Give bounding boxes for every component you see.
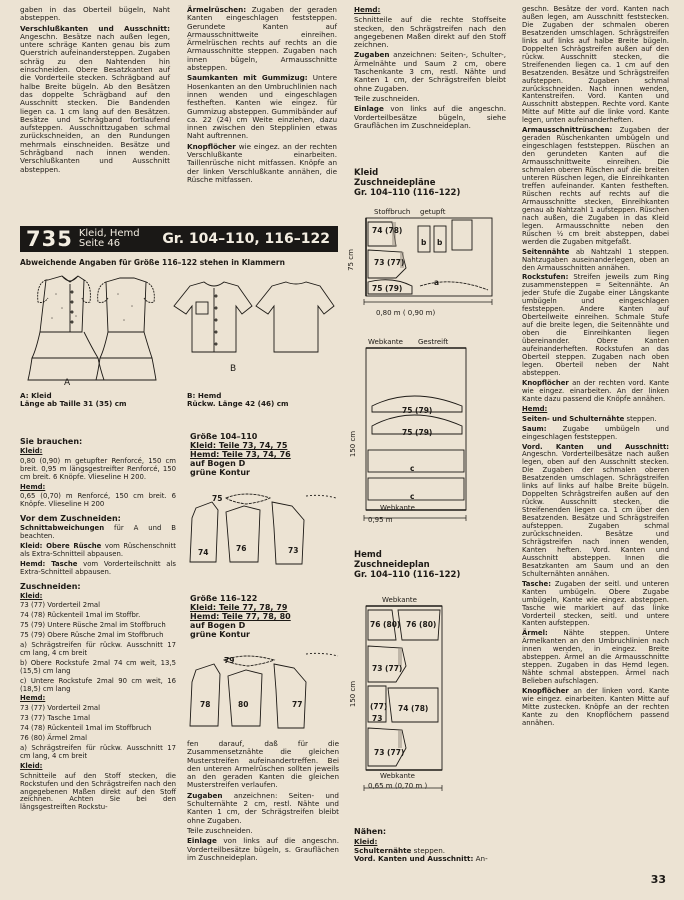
- plan-kleid-title: [354, 168, 460, 198]
- paragraph: [20, 773, 176, 813]
- para-text: Nähte steppen. Untere Ärmelkanten an den Umbruchlinien nach innen wenden, in eingez. Breite absteppen. Ärmel an die Armausschnitte steppen. Zugaben in das Hemd legen. Nähte schmal absteppen. Ärmel nach Belieben aufschlagen.: [522, 629, 669, 686]
- pattern-name: Kleid, Hemd: [78, 228, 140, 239]
- pattern-name-block: [79, 229, 140, 249]
- paragraph: [20, 632, 176, 640]
- piece-label: 80: [238, 700, 249, 709]
- plan-kleid-title-1: Kleid: [354, 168, 379, 178]
- para-text: a) Schrägstreifen für rückw. Ausschnitt 17 cm lang, 4 cm breit: [20, 641, 176, 657]
- section-heading: Vor dem Zuschneiden:: [20, 514, 121, 524]
- plan-streifen-webkante: Webkante: [368, 338, 403, 346]
- plan-hemd-length: 150 cm: [349, 680, 358, 708]
- size-large-bogen: auf Bogen D: [190, 621, 246, 630]
- para-lead: Knopflöcher: [522, 687, 569, 696]
- subsection-heading: Hemd:: [20, 694, 46, 703]
- para-text: Zugaben der seitl. und unteren Kanten umbügeln. Obere Zugabe umbügeln, Kante wie eingez. absteppen. Tasche wie markiert auf das linke Vorderteil stecken, seitl. und untere Kanten aufsteppen.: [522, 579, 669, 628]
- plan-kleid-title-3: Gr. 104–110 (116–122): [354, 188, 461, 198]
- pattern-sizes: Gr. 104–110, 116–122: [162, 231, 330, 247]
- paragraph: [20, 735, 176, 743]
- para: An-: [473, 853, 488, 863]
- plan-hemd-webkante-2: Webkante: [380, 772, 415, 780]
- para-text: 0,80 (0,90) m getupfter Renforcé, 150 cm breit. 0,95 m längsgestreifter Renforcé, 150 cm breit. 6 Knöpfe. Vlieseline H 200.: [20, 456, 176, 481]
- para-text: b) Obere Rockstufe 2mal 74 cm weit, 13,5 (15,5) cm lang: [20, 658, 176, 675]
- piece-label: 75 (79): [402, 428, 433, 437]
- para: von links auf die angeschn. Vorderteilbesätze bügeln, s. Grauflächen im Zuschneideplan.: [187, 836, 339, 862]
- naehen-title: Nähen:: [354, 827, 387, 836]
- piece-label: 78: [200, 700, 211, 709]
- shirt-illustration: [168, 280, 343, 360]
- piece-label: 73 (77): [374, 258, 405, 267]
- para-text: Angeschn. Vorderteilbesätze nach außen legen, oben auf den Ausschnitt stecken. Die Zugaben der schmalen oberen Besatzenden umschlagen. Schrägstreifen links auf links auf halbe Breite bügeln. Doppelten Schrägstreifen außen auf den rückw. Ausschnitt stecken, die Streifenenden liegen ca. 1 cm über den Besatzenden. Besätze und Schrägstreifen aufsteppen. Zugaben schmal zurückschneiden. Besätze und Schrägstreifen nach innen wenden, Kanten heften. Vord. Kanten und Ausschnitt absteppen. Innen die Besatzkanten am Saum und an den Schulternähten annähen.: [522, 450, 669, 578]
- naehen-kleid: Kleid:: [354, 837, 378, 847]
- section-heading: Sie brauchen:: [20, 437, 83, 446]
- subsection-heading: Hemd:: [522, 404, 548, 413]
- para: steppen.: [411, 845, 446, 855]
- para-lead: Rockstufen:: [522, 273, 569, 282]
- para-lead: Vord. Kanten und Ausschnitt:: [354, 853, 474, 863]
- paragraph: [522, 6, 669, 125]
- paragraph: [522, 416, 669, 424]
- piece-label: 75: [212, 494, 223, 503]
- paragraph: [20, 725, 176, 733]
- size-large-hemd: Hemd: Teile 77, 78, 80: [190, 612, 291, 621]
- plan-hemd-title-3: Gr. 104–110 (116–122): [354, 570, 461, 580]
- para-text: 73 (77) Tasche 1mal: [20, 714, 90, 723]
- para-text: vom Rüschenschnitt als Extra-Schnitteil abpausen.: [20, 541, 176, 558]
- para: Untere Hosenkanten an den Umbruchlinien nach innen wenden und eingeschlagen festheften. Kanten wie eingez. für Gummizug absteppen. Gummibänder auf ca. 22 (24) cm Weite einziehen, dazu innen zwischen den Stepplinien etwas Naht auftrennen.: [187, 73, 338, 141]
- paragraph: [522, 406, 669, 414]
- section-heading: Zuschneiden:: [20, 581, 81, 591]
- pattern-page-ref: Seite 46: [78, 238, 121, 249]
- fig-b-caption: [187, 392, 327, 409]
- para-lead: Zugaben: [354, 50, 390, 60]
- paragraph: [20, 525, 176, 541]
- paragraph: [20, 493, 176, 509]
- paragraph: [20, 660, 176, 676]
- size-small-title: Größe 104–110: [190, 432, 258, 441]
- paragraph: [20, 745, 176, 761]
- subsection-heading: Kleid:: [20, 591, 43, 600]
- plan-streifen-gestreift: Gestreift: [418, 338, 449, 346]
- paragraph: [20, 763, 176, 771]
- paragraph: [20, 484, 176, 492]
- subsection-heading: Kleid:: [20, 761, 43, 770]
- para-lead: Tasche:: [522, 579, 551, 588]
- paragraph: [20, 612, 176, 620]
- piece-label: b: [421, 238, 427, 247]
- plan-hemd-diagram: [362, 604, 462, 790]
- page-number: 33: [650, 873, 666, 886]
- para: Schnitteile auf die rechte Stoffseite stecken, den Schrägstreifen nach den angegebenen Maßen direkt auf den Stoff zeichnen.: [354, 15, 506, 50]
- para-text: für A und B beachten.: [20, 524, 176, 541]
- para-text: 74 (78) Rückenteil 1mal im Stoffbruch: [20, 724, 152, 733]
- size-large-kleid: Kleid: Teile 77, 78, 79: [190, 603, 288, 612]
- para: Angeschn. Besätze nach außen legen, untere schräge Kanten genau bis zum Querstrich aufeinandersteppen. Zugaben schräg zu den Nahtenden hin einschneiden. Obere Besatzkanten auf die Vorderteile stecken. Schrägband auf halbe Breite bügeln. Ab den Besätzen das doppelte Schrägband auf den Ausschnitt stecken. Die Bandenden liegen ca. 1 cm lang auf den Besätzen. Besätze und Schrägband fortlaufend aufsteppen. Ausschnittzugaben schmal zurückschneiden, an den Rundungen mehrmals einschneiden. Besätze und Schrägband nach innen wenden. Verschlußkanten und Ausschnitt absteppen.: [20, 31, 170, 174]
- para: anzeichnen: Seiten- und Schulternähte 2 cm, restl. Nähte und Kanten 1 cm, der Schrägstreifen bleibt ohne Zugaben.: [187, 790, 339, 825]
- naehen-block: [354, 828, 506, 863]
- para-text: steppen.: [624, 414, 657, 423]
- para-lead: Saumkanten mit Gummizug:: [187, 73, 308, 83]
- materials-and-cutting-text: [20, 432, 176, 814]
- para-text: ab Nahtzahl 1 steppen. Nahtzugaben auseinanderlegen, oben an den Armausschnitten annähen.: [522, 247, 669, 272]
- paragraph: [522, 630, 669, 686]
- plan-kleid-stoffbruch: Stoffbruch: [374, 208, 411, 216]
- para-text: Zugabe umbügeln und eingeschlagen feststeppen.: [522, 424, 669, 441]
- col4-text: [522, 6, 669, 730]
- para-text: an der linken vord. Kante wie eingez. einarbeiten. Kanten Mitte auf Mitte zustecken. Knöpfe an der rechten Kante zu den Knopflöchern passend annähen.: [522, 687, 669, 727]
- col1-top-text: [20, 6, 170, 176]
- paragraph: [20, 695, 176, 703]
- piece-label: 73: [372, 714, 383, 723]
- size-note: Abweichende Angaben für Größe 116–122 stehen in Klammern: [20, 258, 285, 267]
- para-lead: Seiten- und Schulternähte: [522, 414, 625, 423]
- plan-hemd-webkante: Webkante: [382, 596, 417, 604]
- para-text: 75 (79) Obere Rüsche 2mal im Stoffbruch: [20, 631, 164, 640]
- size-large-title: Größe 116–122: [190, 594, 258, 603]
- col3-top-text: [354, 6, 506, 132]
- para-lead: Kleid: Obere Rüsche: [20, 541, 102, 550]
- piece-label: 73 (77): [374, 748, 405, 757]
- plan-streifen-webkante-2: Webkante: [380, 504, 415, 512]
- size-small-bogen: auf Bogen D: [190, 459, 246, 468]
- subsection-heading: Kleid:: [20, 446, 43, 455]
- paragraph: [20, 593, 176, 601]
- para-text: vom Vorderteilschnitt als Extra-Schnitteil abpausen.: [20, 559, 176, 576]
- para-text: 76 (80) Ärmel 2mal: [20, 734, 88, 743]
- para-lead: Armausschnittrüschen:: [522, 126, 613, 135]
- plan-kleid-getupft: getupft: [420, 208, 446, 216]
- para-lead: Knopflöcher: [187, 141, 236, 151]
- piece-label: c: [410, 492, 415, 501]
- para-lead: Hemd: Tasche: [20, 559, 78, 568]
- piece-label: c: [410, 464, 415, 473]
- para-text: c) Untere Rockstufe 2mal 90 cm weit, 16 (18,5) cm lang: [20, 676, 176, 693]
- para-text: an der rechten vord. Kante wie eingez. einarbeiten. An der linken Kante dazu passend die Knöpfe annähen.: [522, 378, 669, 403]
- fig-a-letter: A: [64, 378, 71, 388]
- piece-label: 74: [198, 548, 209, 557]
- fig-b-caption-bold: B: Hemd: [187, 391, 222, 400]
- para-text: 73 (77) Vorderteil 2mal: [20, 704, 101, 713]
- para: Zugaben der geraden Kanten eingeschlagen feststeppen. Gerundete Kanten auf Armausschnittweite einreihen. Ärmelrüschen rechts auf rechts an die Armausschnitte steppen. Zugaben nach innen bügeln, Armausschnitte absteppen.: [187, 5, 337, 73]
- piece-label: 76 (80): [406, 620, 437, 629]
- plan-hemd-title: [354, 550, 460, 580]
- subsection-heading: Hemd:: [20, 482, 46, 491]
- para-lead: Einlage: [187, 836, 217, 846]
- para-lead: Hemd:: [354, 5, 381, 14]
- para-lead: Verschlußkanten und Ausschnitt:: [20, 23, 170, 33]
- para: Teile zuschneiden.: [354, 93, 420, 103]
- para: wie eingez. an der rechten Verschlußkante einarbeiten. Taillenrüsche nicht mitfassen. Knöpfe an der linken Verschlußkante annähen, die Rüsche mitfassen.: [187, 141, 337, 184]
- fig-b-letter: B: [230, 364, 237, 374]
- para-lead: Ärmelrüschen:: [187, 5, 247, 14]
- fig-b-caption-len: Rückw. Länge 42 (46) cm: [187, 399, 289, 409]
- paragraph: [20, 678, 176, 694]
- paragraph: [20, 622, 176, 630]
- plan-hemd-title-2: Zuschneideplan: [354, 560, 430, 570]
- piece-label: 75 (79): [402, 406, 433, 415]
- plan-kleid-title-2: Zuschneidepläne: [354, 178, 436, 188]
- paragraph: [522, 444, 669, 579]
- paragraph: [20, 705, 176, 713]
- plan-hemd-width: 0,65 m (0,70 m ): [368, 782, 428, 790]
- plan-kleid-width: 0,80 m ( 0,90 m): [376, 309, 436, 317]
- paragraph: [20, 602, 176, 610]
- piece-label: 74 (78): [372, 226, 403, 235]
- fig-a-caption-len: Länge ab Taille 31 (35) cm: [20, 399, 127, 409]
- para-lead: Zugaben: [187, 790, 223, 800]
- piece-label: 76: [236, 544, 247, 553]
- para-text: 0,65 (0,70) m Renforcé, 150 cm breit. 6 Knöpfe. Vlieseline H 200: [20, 492, 176, 509]
- para: anzeichnen: Seiten-, Schulter-, Ärmelnähte und Saum 2 cm, obere Taschenkante 3 cm, restl. Nähte und Kanten 1 cm, der Schrägstreifen bleibt ohne Zugaben.: [354, 50, 506, 93]
- para-lead: Saum:: [522, 424, 547, 433]
- piece-label: 75 (79): [372, 284, 403, 293]
- size-small-kontur: grüne Kontur: [190, 468, 250, 477]
- para-text: Schnitteile auf den Stoff stecken, die Rockstufen und den Schrägstreifen nach den angegebenen Maßen direkt auf den Stoff zeichnen. Achten Sie bei den längsgestreiften Rockstu-: [20, 771, 176, 812]
- para-text: 73 (77) Vorderteil 2mal: [20, 601, 101, 610]
- para-lead: Ärmel:: [522, 629, 548, 638]
- size-block-small: [190, 432, 330, 477]
- pattern-pieces-small: [186, 488, 342, 570]
- size-large-kontur: grüne Kontur: [190, 630, 250, 639]
- plan-kleid-length: 75 cm: [346, 249, 355, 271]
- para-text: a) Schrägstreifen für rückw. Ausschnitt 17 cm lang, 4 cm breit: [20, 744, 176, 760]
- piece-label: 79: [224, 656, 235, 665]
- para-text: 74 (78) Rückenteil 1mal im Stoffbr.: [20, 611, 141, 620]
- paragraph: [20, 448, 176, 456]
- piece-label: (77): [370, 702, 388, 711]
- para: Teile zuschneiden.: [187, 825, 253, 835]
- para-lead: Knopflöcher: [522, 378, 569, 387]
- paragraph: [522, 426, 669, 442]
- paragraph: [522, 249, 669, 273]
- para-lead: Seitennähte: [522, 247, 570, 256]
- para-lead: Schulternähte: [354, 845, 412, 855]
- para-text: 75 (79) Untere Rüsche 2mal im Stoffbruch: [20, 621, 166, 630]
- paragraph: [522, 274, 669, 377]
- paragraph: [20, 561, 176, 577]
- piece-label: 73: [288, 546, 299, 555]
- paragraph: [522, 581, 669, 629]
- para-text: Streifen jeweils zum Ring zusammensteppen = Seitennähte. An jeder Stufe die Zugabe einer Längskante umbügeln und eingeschlagen feststeppen. Andere Kanten auf Oberteilweite einreihen. Schmale Stufe auf die breite legen, die Seitennähte und oben die Einreihkanten liegen übereinander. Obere Kanten aufeinanderheften. Rockstufen an das Oberteil steppen. Zugaben nach oben legen. Oberteil neben der Naht absteppen.: [522, 273, 669, 377]
- plan-hemd-title-1: Hemd: [354, 550, 382, 560]
- piece-label: 74 (78): [398, 704, 429, 713]
- paragraph: [20, 543, 176, 559]
- paragraph: [20, 715, 176, 723]
- para: von links auf die angeschn. Vorderteilbesätze bügeln, siehe Grauflächen im Zuschneideplan.: [354, 104, 506, 130]
- para: gaben in das Oberteil bügeln, Naht absteppen.: [20, 5, 170, 23]
- plan-streifen-length: 150 cm: [349, 430, 358, 458]
- para-text: Zugaben der geraden Rüschenkanten umbügeln und eingeschlagen feststeppen. Rüschen an den gerundeten Kanten auf die Armausschnittweite einreihen. Die schmalen oberen Rüschen auf die breiten unteren Rüschen legen, die Einreihkanten treffen aufeinander. Kanten festheften. Rüschen rechts auf rechts auf die Armausschnitte stecken, Einreihkanten genau ab Nahtzahl 1 aufsteppen. Rüschen nach außen, die Zugaben in das Kleid legen. Armausschnitte neben den Rüschen ½ cm breit absteppen, dabei werden die Zugaben mitgefaßt.: [522, 126, 669, 246]
- piece-label: 76 (80): [370, 620, 401, 629]
- piece-label: b: [437, 238, 443, 247]
- pattern-banner: [20, 226, 338, 252]
- para-lead: Schnittabweichungen: [20, 524, 105, 533]
- paragraph: [522, 380, 669, 404]
- piece-label: 77: [292, 700, 303, 709]
- piece-label: a: [434, 278, 440, 287]
- plan-streifen-width: 0,95 m: [368, 516, 393, 524]
- dress-illustration: [28, 272, 158, 390]
- para-text: geschn. Besätze der vord. Kanten nach außen legen, am Ausschnitt feststecken. Die Zugaben der schmalen oberen Besatzenden umschlagen. Schrägstreifen links auf links auf halbe Breite bügeln. Doppelten Schrägstreifen außen auf den rückw. Ausschnitt stecken, die Streifenenden liegen ca. 1 cm auf den Besatzenden. Besätze und Schrägstreifen aufsteppen. Zugaben schmal zurückschneiden. Nach innen wenden, Kantenstreifen. Vord. Kanten und Ausschnitt absteppen. Rechte vord. Kante Mitte auf Mitte auf die linke vord. Kante legen, unten aufeinanderheften.: [522, 5, 669, 125]
- paragraph: [20, 642, 176, 658]
- piece-label: 73 (77): [372, 664, 403, 673]
- col2-top-text: [187, 6, 337, 186]
- pattern-number: 735: [26, 227, 73, 251]
- fig-a-caption-bold: A: Kleid: [20, 391, 52, 400]
- paragraph: [522, 127, 669, 246]
- size-small-hemd: Hemd: Teile 73, 74, 76: [190, 450, 291, 459]
- pattern-pieces-large: [186, 648, 342, 732]
- fig-a-caption: [20, 392, 160, 409]
- mid-bottom-text: [187, 740, 339, 864]
- paragraph: [522, 688, 669, 728]
- paragraph: [20, 458, 176, 482]
- para: fen darauf, daß für die Zusammensetznähte die gleichen Musterstreifen aufeinandertreffen. Bei den unteren Armelrüschen sollten jeweils an den geraden Kanten die gleichen Musterstreifen verlaufen.: [187, 739, 339, 790]
- para-lead: Vord. Kanten und Ausschnitt:: [522, 442, 669, 451]
- size-block-large: [190, 594, 330, 639]
- size-small-kleid: Kleid: Teile 73, 74, 75: [190, 441, 288, 450]
- para-lead: Einlage: [354, 104, 384, 114]
